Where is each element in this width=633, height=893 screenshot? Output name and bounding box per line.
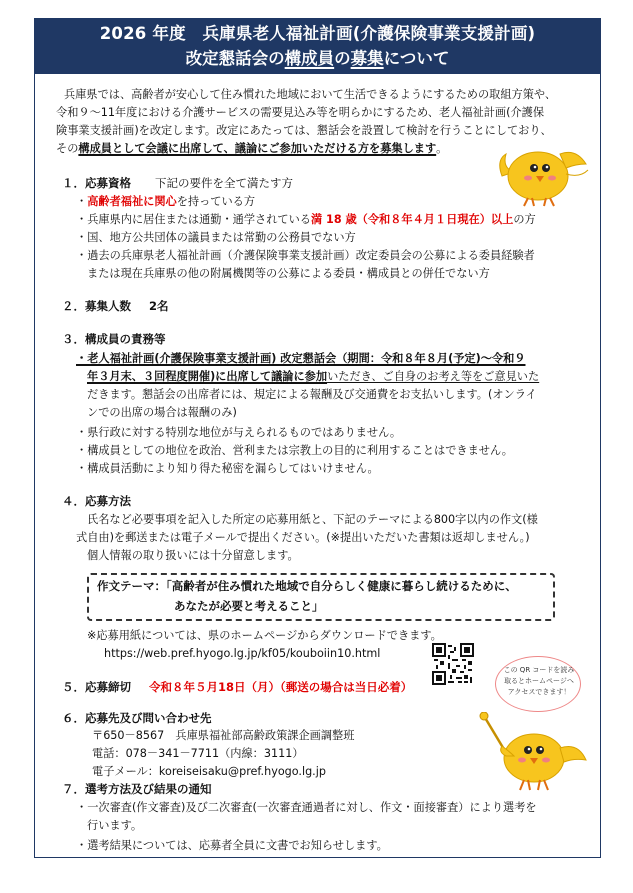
s7-bullet-2: ・選考結果については、応募者全員に文書でお知らせします。	[76, 839, 388, 852]
title-line-1: 2026 年度 兵庫県老人福祉計画(介護保険事業支援計画)	[99, 24, 536, 43]
essay-theme-line-2: あなたが必要と考えること」	[174, 599, 324, 613]
s3-bullet-1c: だきます。懇話会の出席者には、規定による報酬及び交通費をお支払いします。(オンライ	[87, 388, 537, 401]
s3-bullet-1a: ・老人福祉計画(介護保険事業支援計画) 改定懇話会（期間：令和８年８月(予定)～令和９	[76, 352, 526, 365]
section-6-heading: ６．応募先及び問い合わせ先	[62, 711, 212, 725]
s4-note: ※応募用紙については、県のホームページからダウンロードできます。	[87, 629, 442, 642]
s1-bullet-2: ・兵庫県内に居住または通勤・通学されている満 18 歳（令和８年４月１日現在）以上の方	[76, 213, 536, 226]
s3-bullet-3: ・構成員としての地位を政治、営利または宗教上の目的に利用することはできません。	[76, 444, 513, 457]
section-3-heading: ３．構成員の責務等	[62, 332, 166, 346]
section-2-heading: ２．募集人数 2名	[62, 299, 169, 313]
section-5-heading: ５．応募締切 令和８年５月18日（月）（郵送の場合は当日必着）	[62, 680, 413, 694]
essay-theme-line-1: 作文テーマ：「高齢者が住み慣れた地域で自分らしく健康に暮らし続けるために、	[97, 579, 517, 593]
intro-line-2: 令和９～11年度における介護サービスの需要見込み等を明らかにするため、老人福祉計画(介護保	[56, 106, 545, 119]
section-1-heading: １．応募資格 下記の要件を全て満たす方	[62, 176, 293, 190]
contact-email[interactable]: 電子メール：koreiseisaku@pref.hyogo.lg.jp	[92, 765, 326, 778]
s7-bullet-1a: ・一次審査(作文審査)及び二次審査(一次審査通過者に対し、作文・面接審査）により選考を	[76, 801, 537, 814]
s3-bullet-4: ・構成員活動により知り得た秘密を漏らしてはいけません。	[76, 462, 379, 475]
section-7-heading: ７．選考方法及び結果の通知	[62, 782, 212, 796]
s3-bullet-2: ・県行政に対する特別な地位が与えられるものではありません。	[76, 426, 402, 439]
bird-mascot-with-baton-icon	[478, 712, 590, 794]
s1-bullet-1: ・高齢者福祉に関心を持っている方	[76, 195, 256, 208]
s3-bullet-1b: 年３月末、３回程度開催)に出席して議論に参加いただき、ご自身のお考え等をご意見いた	[87, 370, 540, 383]
title-line-2: 改定懇話会の構成員の募集について	[185, 49, 450, 68]
intro-line-3: 険事業支援計画)を改定します。改定にあたっては、懇話会を設置して検討を行うことにしており、	[56, 124, 552, 137]
s1-bullet-4b: または現在兵庫県の他の附属機関等の公募による委員・構成員との併任でない方	[87, 267, 490, 280]
bird-mascot-icon	[492, 130, 592, 210]
s1-bullet-4a: ・過去の兵庫県老人福祉計画（介護保険事業支援計画）改定委員会の公募による委員経験者	[76, 249, 535, 262]
qr-code-icon	[432, 643, 474, 685]
intro-line-1: 兵庫県では、高齢者が安心して住み慣れた地域において生活できるようにするための取組方策や、	[64, 88, 557, 101]
section-4-heading: ４．応募方法	[62, 494, 131, 508]
s7-bullet-1b: 行います。	[87, 819, 143, 832]
application-url-link[interactable]: https://web.pref.hyogo.lg.jp/kf05/kouboiin10.html	[104, 647, 381, 660]
contact-address: 〒650－8567 兵庫県福祉部高齢政策課企画調整班	[92, 729, 355, 742]
s4-line-2: 式自由)を郵送または電子メールで提出ください。(※提出いただいた書類は返却しません。)	[76, 531, 530, 544]
s3-bullet-1d: ンでの出席の場合は報酬のみ)	[87, 406, 237, 419]
s1-bullet-3: ・国、地方公共団体の議員または常勤の公務員でない方	[76, 231, 356, 244]
s4-line-1: 氏名など必要事項を記入した所定の応募用紙と、下記のテーマによる800字以内の作文(様	[87, 513, 538, 526]
title-banner	[34, 18, 601, 74]
qr-bubble-text: この QR コードを読み取るとホームページへアクセスできます！	[503, 666, 575, 696]
contact-phone: 電話：078－341－7711（内線：3111）	[92, 747, 304, 760]
intro-line-4: その構成員として会議に出席して、議論にご参加いただける方を募集します。	[56, 142, 448, 155]
s4-line-3: 個人情報の取り扱いには十分留意します。	[87, 549, 299, 562]
